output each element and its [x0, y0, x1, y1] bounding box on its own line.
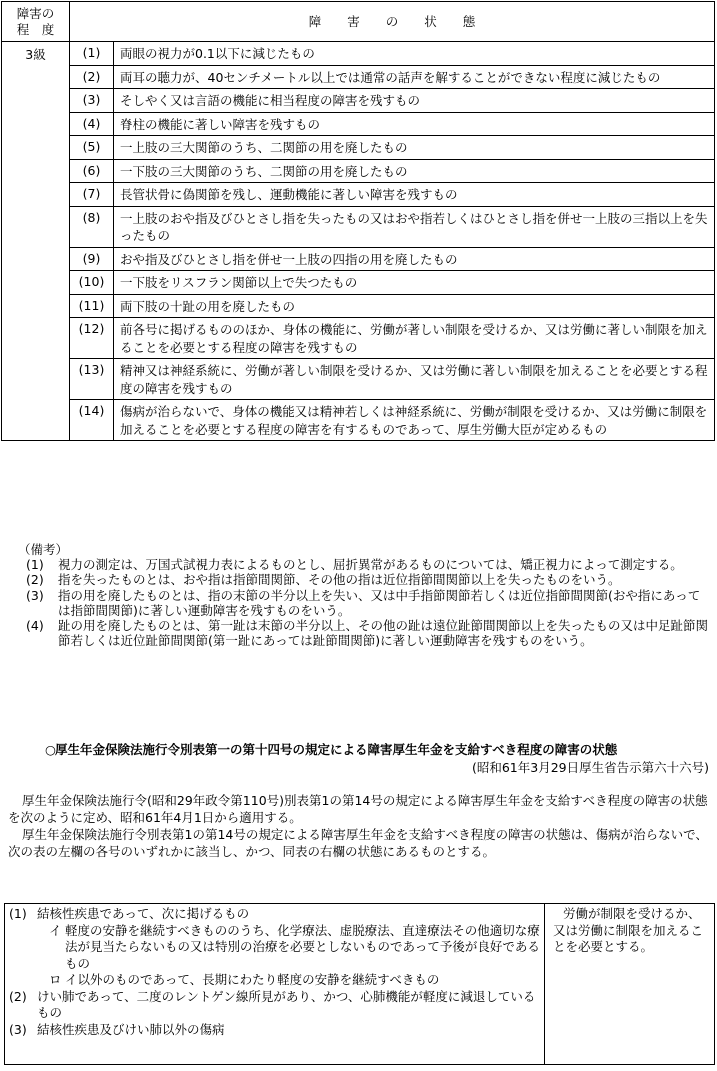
header-grade-line1: 障害の	[16, 5, 55, 21]
row-number: (8)	[70, 206, 114, 247]
notes-list	[18, 557, 708, 648]
row-number: (7)	[70, 183, 114, 207]
table-row	[2, 400, 715, 441]
row-text: 両下肢の十趾の用を廃したもの	[114, 294, 715, 318]
notes-heading: （備考）	[18, 542, 69, 557]
disability-table	[1, 1, 715, 441]
row-number: (3)	[70, 89, 114, 113]
sub-list-key: (3)	[9, 1021, 27, 1037]
row-number: (4)	[70, 112, 114, 136]
note-item	[18, 572, 708, 587]
table-row	[2, 42, 715, 66]
section-reference: (昭和61年3月29日厚生省告示第六十六号)	[471, 760, 709, 775]
row-text: 一上肢の三大関節のうち、二関節の用を廃したもの	[114, 136, 715, 160]
row-text: 両眼の視力が0.1以下に減じたもの	[114, 42, 715, 66]
section-title-text: 厚生年金保険法施行令別表第一の第十四号の規定による障害厚生年金を支給すべき程度の障害の状態	[55, 742, 618, 757]
row-number: (11)	[70, 294, 114, 318]
note-number: (1)	[26, 557, 44, 573]
section-mark: ○	[45, 742, 56, 757]
row-number: (10)	[70, 271, 114, 295]
table-row	[2, 247, 715, 271]
row-number: (12)	[70, 318, 114, 359]
note-text: 指の用を廃したものとは、指の末節の半分以上を失い、又は中手指節関節若しくは近位指節間関節(おや指にあっては指節間関節)に著しい運動障害を残すものをいう。	[58, 587, 701, 618]
row-text: 傷病が治らないで、身体の機能又は精神若しくは神経系統に、労働が制限を受けるか、又は労働に制限を加えることを必要とする程度の障害を有するものであって、厚生労働大臣が定めるもの	[114, 400, 715, 441]
row-number: (5)	[70, 136, 114, 160]
row-text: 前各号に掲げるもののほか、身体の機能に、労働が著しい制限を受けるか、又は労働に著しい制限を加えることを必要とする程度の障害を残すもの	[114, 318, 715, 359]
row-number: (1)	[70, 42, 114, 66]
table-row	[2, 112, 715, 136]
row-text: 一下肢をリスフラン関節以上で失つたもの	[114, 271, 715, 295]
note-text: 趾の用を廃したものとは、第一趾は末節の半分以上、その他の趾は遠位趾節間関節以上を失ったもの又は中足趾節関節若しくは近位趾節間関節(第一趾にあっては趾節間関節)に著しい運動障害を残すものをいう。	[58, 618, 709, 649]
row-text: 両耳の聴力が、40センチメートル以上では通常の話声を解することができない程度に減じたもの	[114, 65, 715, 89]
table-row	[2, 136, 715, 160]
sub-list-text: 軽度の安静を継続すべきもののうち、化学療法、虚脱療法、直達療法その他適切な療法が見当たらないもの又は特別の治療を必要としないものであって予後が良好であるもの	[65, 922, 540, 971]
sub-list-key: (2)	[9, 988, 27, 1004]
note-item	[18, 588, 708, 618]
row-text: 精神又は神経系統に、労働が著しい制限を受けるか、又は労働に著しい制限を加えることを必要とする程度の障害を残すもの	[114, 359, 715, 400]
paragraph-2: 厚生年金保険法施行令別表第1の第14号の規定による障害厚生年金を支給すべき程度の障害の状態は、傷病が治らないで、次の表の左欄の各号のいずれかに該当し、かつ、同表の右欄の状態にあるものとする。	[8, 827, 708, 859]
header-grade-cell	[2, 2, 70, 42]
sub-list-key: (1)	[9, 906, 27, 921]
table-row	[2, 294, 715, 318]
row-text: おや指及びひとさし指を併せ一上肢の四指の用を廃したもの	[114, 247, 715, 271]
note-item	[18, 557, 708, 572]
sub-list-text: 結核性疾患及びけい肺以外の傷病	[37, 1021, 225, 1037]
sub-list-text: 結核性疾患であって、次に掲げるもの	[37, 906, 250, 921]
row-number: (9)	[70, 247, 114, 271]
sub-table-right-cell: 労働が制限を受けるか、又は労働に制限を加えることを必要とする。	[545, 904, 715, 1065]
note-number: (2)	[26, 572, 44, 588]
paragraph-1: 厚生年金保険法施行令(昭和29年政令第110号)別表第1の第14号の規定による障害厚生年金を支給すべき程度の障害の状態を次のように定め、昭和61年4月1日から適用する。	[8, 793, 708, 825]
table-row	[2, 271, 715, 295]
table-row	[2, 183, 715, 207]
sub-list-key: ロ	[49, 972, 62, 987]
table-body	[2, 42, 715, 441]
note-text: 指を失ったものとは、おや指は指節間関節、その他の指は近位指節間関節以上を失ったものをいう。	[58, 572, 621, 588]
table-row	[2, 89, 715, 113]
note-number: (4)	[26, 618, 44, 634]
header-grade-line2: 程 度	[16, 21, 55, 37]
section-title	[45, 742, 715, 758]
table-row	[2, 318, 715, 359]
note-item	[18, 618, 708, 648]
row-number: (13)	[70, 359, 114, 400]
row-text: 一下肢の三大関節のうち、二関節の用を廃したもの	[114, 159, 715, 183]
row-text: 一上肢のおや指及びひとさし指を失ったもの又はおや指若しくはひとさし指を併せ一上肢の三指以上を失ったもの	[114, 206, 715, 247]
sub-list-item	[9, 1022, 540, 1039]
table-row	[2, 359, 715, 400]
sub-list-key: イ	[49, 922, 62, 938]
table-row	[2, 159, 715, 183]
table-row	[2, 65, 715, 89]
note-number: (3)	[26, 587, 44, 603]
row-text: 長管状骨に偽関節を残し、運動機能に著しい障害を残すもの	[114, 183, 715, 207]
sub-list-text: けい肺であって、二度のレントゲン線所見があり、かつ、心肺機能が軽度に減退しているもの	[37, 988, 536, 1020]
row-number: (6)	[70, 159, 114, 183]
grade-cell: 3級	[2, 42, 70, 441]
table-row	[2, 206, 715, 247]
notes-section	[18, 542, 708, 648]
row-text: 脊柱の機能に著しい障害を残すもの	[114, 112, 715, 136]
sub-table-left-cell	[5, 904, 545, 1065]
sub-list-item	[9, 923, 540, 973]
row-number: (2)	[70, 65, 114, 89]
header-state-title: 障害の状態	[308, 13, 502, 29]
row-number: (14)	[70, 400, 114, 441]
sub-list-item	[9, 972, 540, 989]
row-text: そしやく又は言語の機能に相当程度の障害を残すもの	[114, 89, 715, 113]
note-text: 視力の測定は、万国式試視力表によるものとし、屈折異常があるものについては、矯正視力によって測定する。	[58, 557, 683, 573]
sub-table	[4, 903, 715, 1065]
sub-list-text: イ以外のものであって、長期にわたり軽度の安静を継続すべきもの	[65, 972, 440, 987]
sub-list-item	[9, 906, 540, 923]
sub-list-item	[9, 989, 540, 1022]
header-state-cell	[70, 2, 715, 42]
